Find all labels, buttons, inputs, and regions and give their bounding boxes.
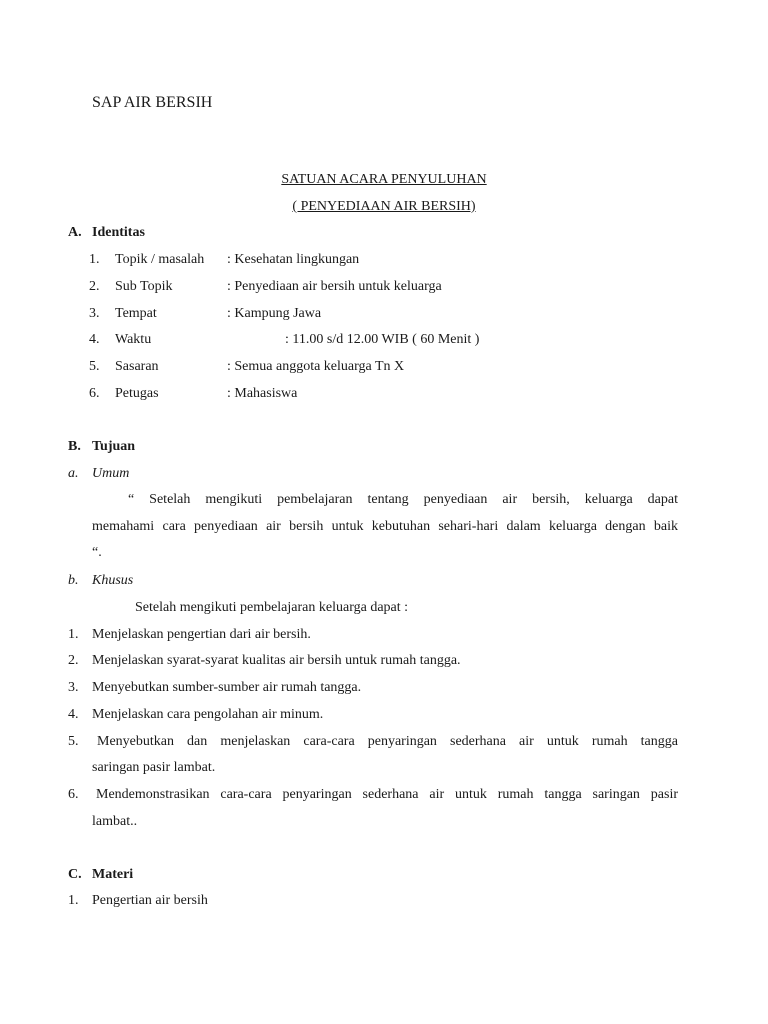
item-number: 1. — [89, 252, 100, 267]
identity-key: Topik / masalah — [115, 252, 205, 267]
khusus-intro: Setelah mengikuti pembelajaran keluarga dapat : — [135, 600, 409, 615]
item-number: 2. — [68, 653, 79, 668]
section-b-title: Tujuan — [92, 439, 136, 454]
item-number: 1. — [68, 893, 79, 908]
umum-paragraph-line: “ Setelah mengikuti pembelajaran tentang penyediaan air bersih, keluarga dapat — [128, 492, 678, 507]
identity-value: : Semua anggota keluarga Tn X — [227, 359, 405, 374]
umum-paragraph-line: memahami cara penyediaan air bersih untuk kebutuhan sehari-hari dalam keluarga dengan baik — [92, 519, 678, 534]
item-number: 4. — [89, 332, 100, 347]
identity-value: : Mahasiswa — [227, 386, 298, 401]
item-number: 6. — [68, 787, 79, 802]
item-number: 2. — [89, 279, 100, 294]
identity-key: Waktu — [115, 332, 152, 347]
objective-text: lambat.. — [92, 814, 138, 829]
section-a-label: A. — [68, 225, 82, 240]
identity-key: Tempat — [115, 306, 157, 321]
heading-penyediaan: ( PENYEDIAAN AIR BERSIH) — [292, 199, 476, 214]
section-b-label: B. — [68, 439, 81, 454]
heading-satuan-acara: SATUAN ACARA PENYULUHAN — [281, 172, 487, 187]
identity-key: Petugas — [115, 386, 159, 401]
identity-value: : Kesehatan lingkungan — [227, 252, 360, 267]
identity-value: : Kampung Jawa — [227, 306, 322, 321]
objective-text: saringan pasir lambat. — [92, 760, 216, 775]
umum-paragraph-line: “. — [92, 545, 102, 560]
khusus-label: b. — [68, 573, 79, 588]
umum-label: a. — [68, 466, 79, 481]
item-number: 3. — [68, 680, 79, 695]
materi-text: Pengertian air bersih — [92, 893, 208, 908]
item-number: 6. — [89, 386, 100, 401]
identity-value: : Penyediaan air bersih untuk keluarga — [227, 279, 442, 294]
item-number: 3. — [89, 306, 100, 321]
identity-key: Sasaran — [115, 359, 159, 374]
objective-text: Menjelaskan pengertian dari air bersih. — [92, 627, 311, 642]
objective-text: Menjelaskan cara pengolahan air minum. — [92, 707, 324, 722]
identity-key: Sub Topik — [115, 279, 173, 294]
objective-text: Mendemonstrasikan cara-cara penyaringan sederhana air untuk rumah tangga saringan pasir — [96, 787, 678, 802]
khusus-title: Khusus — [92, 573, 134, 588]
objective-text: Menyebutkan sumber-sumber air rumah tangga. — [92, 680, 362, 695]
section-c-title: Materi — [92, 867, 134, 882]
item-number: 1. — [68, 627, 79, 642]
item-number: 5. — [89, 359, 100, 374]
section-a-title: Identitas — [92, 225, 145, 240]
item-number: 4. — [68, 707, 79, 722]
objective-text: Menyebutkan dan menjelaskan cara-cara penyaringan sederhana air untuk rumah tangga — [97, 734, 678, 749]
item-number: 5. — [68, 734, 79, 749]
document-title: SAP AIR BERSIH — [92, 94, 213, 111]
umum-title: Umum — [92, 466, 130, 481]
section-c-label: C. — [68, 867, 82, 882]
identity-value: : 11.00 s/d 12.00 WIB ( 60 Menit ) — [285, 332, 480, 347]
objective-text: Menjelaskan syarat-syarat kualitas air bersih untuk rumah tangga. — [92, 653, 461, 668]
